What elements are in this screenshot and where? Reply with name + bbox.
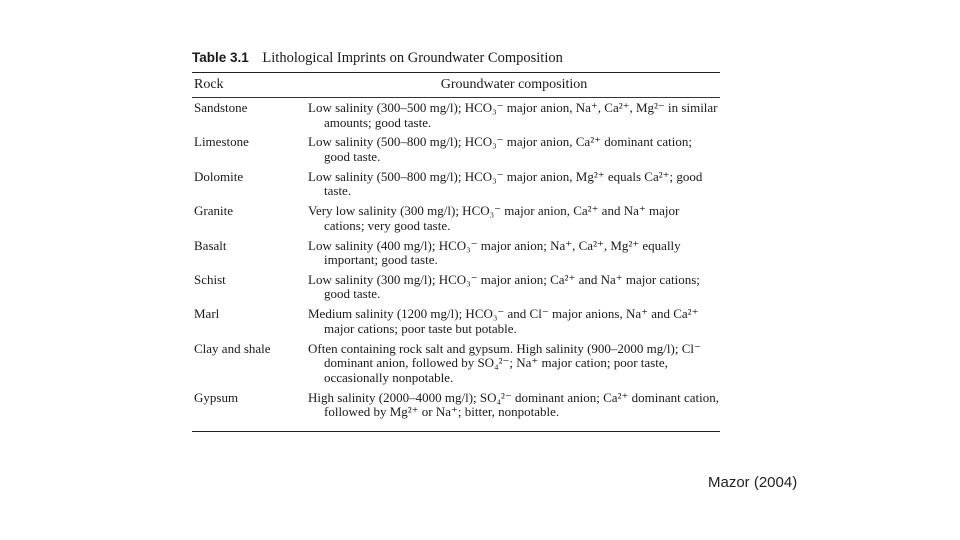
- table-body: [192, 98, 720, 431]
- table-caption-label: Table 3.1: [192, 50, 249, 65]
- table-row: [192, 101, 720, 130]
- table-row: [192, 204, 720, 233]
- bottom-rule: [192, 431, 720, 432]
- table-row: [192, 391, 720, 420]
- composition-cell: Low salinity (500–800 mg/l); HCO₃⁻ major anion, Mg²⁺ equals Ca²⁺; good taste.: [308, 168, 703, 199]
- composition-cell: Low salinity (400 mg/l); HCO₃⁻ major anion; Na⁺, Ca²⁺, Mg²⁺ equally important; good taste.: [308, 237, 681, 268]
- table-caption-title: Lithological Imprints on Groundwater Composition: [262, 50, 563, 66]
- rock-cell: Basalt: [194, 237, 227, 253]
- composition-cell: Low salinity (300 mg/l); HCO₃⁻ major anion; Ca²⁺ and Na⁺ major cations; good taste.: [308, 271, 700, 302]
- header-composition: Groundwater composition: [440, 77, 588, 92]
- rock-cell: Granite: [194, 203, 233, 219]
- composition-cell: Medium salinity (1200 mg/l); HCO₃⁻ and Cl⁻ major anions, Na⁺ and Ca²⁺ major cations; poor taste but potable.: [308, 306, 699, 336]
- table-row: [192, 307, 720, 336]
- table-row: [192, 273, 720, 302]
- composition-cell: Often containing rock salt and gypsum. High salinity (900–2000 mg/l); Cl⁻ dominant anion, followed by SO₄²⁻; Na⁺ major cation; poor taste, occasionally nonpotable.: [308, 340, 701, 385]
- table-row: [192, 239, 720, 268]
- table-row: [192, 170, 720, 199]
- composition-cell: High salinity (2000–4000 mg/l); SO₄²⁻ dominant anion; Ca²⁺ dominant cation, followed by Mg²⁺ or Na⁺; bitter, nonpotable.: [308, 389, 719, 420]
- header-rock: Rock: [194, 77, 224, 92]
- source-credit: Mazor (2004): [708, 474, 798, 491]
- lithology-table: [192, 48, 720, 432]
- rock-cell: Clay and shale: [194, 340, 271, 356]
- table-row: [192, 135, 720, 164]
- composition-cell: Low salinity (300–500 mg/l); HCO₃⁻ major anion, Na⁺, Ca²⁺, Mg²⁻ in similar amounts; good taste.: [308, 100, 718, 130]
- table-row: [192, 342, 720, 386]
- composition-cell: Low salinity (500–800 mg/l); HCO₃⁻ major anion, Ca²⁺ dominant cation; good taste.: [308, 134, 692, 164]
- composition-cell: Very low salinity (300 mg/l); HCO₃⁻ major anion, Ca²⁺ and Na⁺ major cations; very good taste.: [308, 203, 680, 233]
- table-header-row: [192, 73, 720, 97]
- rock-cell: Limestone: [194, 134, 249, 150]
- rock-cell: Sandstone: [194, 100, 248, 115]
- rock-cell: Gypsum: [194, 389, 239, 405]
- rock-cell: Schist: [194, 271, 226, 287]
- rock-cell: Dolomite: [194, 168, 244, 184]
- table-caption: [192, 48, 720, 68]
- rock-cell: Marl: [194, 306, 220, 322]
